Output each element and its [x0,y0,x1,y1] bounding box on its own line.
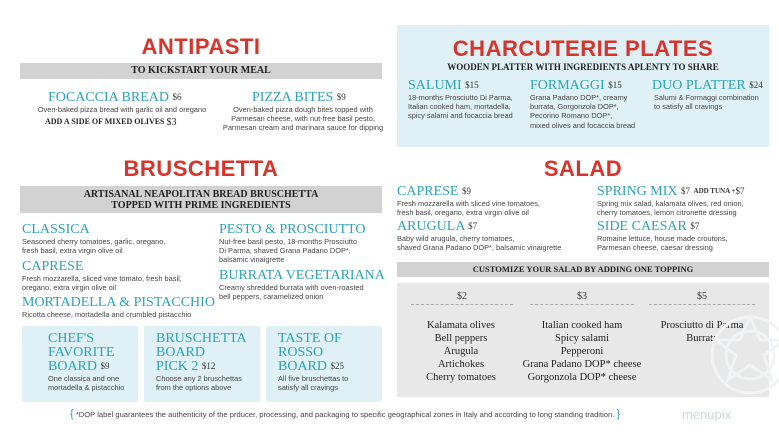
board-rosso-desc-2: satisfy all cravings [278,383,338,393]
toppings-price-3: $3 [577,291,587,302]
topping-item: Kalamata olives [427,320,495,331]
focaccia-desc: Oven-baked pizza bread with garlic oil and oregano [37,105,207,114]
spring-mix-desc-1: Spring mix salad, kalamata olives, red onion, [597,199,744,208]
topping-item: Burrata [686,333,718,344]
antipasti-bar: TO KICKSTART YOUR MEAL [20,63,382,79]
board-taste-of-rosso [266,326,382,402]
board-pick2-price: $12 [201,361,216,371]
footer-note [70,408,710,420]
salad-caprese-desc [397,199,587,217]
salad-caprese-title [397,184,471,199]
focaccia-price: $6 [172,92,182,102]
spring-mix-title [597,184,745,199]
side-caesar-price: $7 [690,221,700,231]
focaccia-name: FOCACCIA BREAD [48,90,169,105]
salumi-price: $15 [465,80,479,90]
pizza-bites-desc-2: Parmesan cheese, with nut-free basil pesto, [231,114,375,124]
salad-caprese-desc-2: fresh basil, oregano, extra virgin olive oil [397,208,529,218]
classica-desc-2: fresh basil, extra virgin olive oil [22,246,123,256]
side-olives [45,117,177,128]
bruschetta-bar-line-1: ARTISANAL NEAPOLITAN BREAD BRUSCHETTA [83,189,319,200]
arugula-desc-1: Baby wild arugula, cherry tomatoes, [397,234,515,243]
side-caesar-desc-1: Romaine lettuce, house made croutons, [597,234,728,243]
board-rosso-line-3-text: BOARD [278,359,328,374]
pesto-desc-1: Nut-free basil pesto, 18-months Prosciutto [219,237,358,246]
toppings-list-3 [512,319,652,384]
burrata-vegetariana-title: BURRATA VEGETARIANA [219,268,385,283]
topping-item: Prosciutto di Parma [660,320,744,331]
spring-mix-price: $7 [681,186,691,196]
spring-mix-addon: ADD TUNA + [693,187,736,195]
bruschetta-caprese-title: CAPRESE [22,259,84,274]
footer-text: *DOP label guarantees the authenticity of the prducer, processing, and packaging to specific geographical zones in Italy and according to long standing tradition. [75,410,615,419]
board-chefs-price: $9 [100,361,110,371]
classica-title: CLASSICA [22,222,90,237]
board-pick2-line-2: BOARD [156,345,206,360]
bruschetta-bar-line-2: TOPPED WITH PRIME INGREDIENTS [111,200,291,211]
pizza-bites-title [252,90,346,105]
pesto-prosciutto-title: PESTO & PROSCIUTTO [219,222,366,237]
board-pick2-line-3-text: PICK 2 [156,359,199,374]
board-pick2-desc-2: from the options above [156,383,232,393]
board-rosso-desc-1: All five bruschettas to [278,374,349,383]
side-caesar-name: SIDE CAESAR [597,219,687,234]
formaggi-desc-1: Grana Padano DOP*, creamy [530,93,628,102]
board-pick2-line-1: BRUSCHETTA [156,331,247,346]
salad-caprese-price: $9 [461,186,471,196]
board-chefs-line-1: CHEF'S [48,331,95,346]
board-chefs-line-2: FAVORITE [48,345,115,360]
toppings-list-2 [401,319,521,384]
bruschetta-caprese-desc-1: Fresh mozzarella, sliced vine tomato, fresh basil, [22,274,182,283]
salumi-desc [408,93,518,121]
board-pick2-desc-1: Choose any 2 bruschettas [156,374,242,383]
formaggi-name: FORMAGGI [530,78,605,93]
bruschetta-caprese-desc [22,274,217,292]
board-chefs-line-3-text: BOARD [48,359,98,374]
salumi-name: SALUMI [408,78,462,93]
pizza-bites-name: PIZZA BITES [252,90,334,105]
pizza-bites-price: $9 [336,92,346,102]
footer-brace-right: } [616,408,621,420]
salad-caprese-name: CAPRESE [397,184,459,199]
customize-bar: CUSTOMIZE YOUR SALAD BY ADDING ONE TOPPING [397,262,769,277]
topping-item: Spicy salami [555,333,609,344]
antipasti-title: ANTIPASTI [141,34,261,59]
board-chefs-favorite [22,326,138,402]
pizza-bites-desc-1: Oven-baked pizza dough bites topped with [233,105,373,114]
spring-mix-addon-price: $7 [735,186,745,196]
board-chefs-line-3 [48,359,110,374]
board-pick2-desc [156,374,256,392]
topping-item: Grana Padano DOP* cheese [522,359,642,370]
board-rosso-price: $25 [330,361,345,371]
formaggi-desc [530,93,645,130]
board-pick-2 [144,326,260,402]
topping-item: Italian cooked ham [541,320,623,331]
formaggi-price: $15 [608,80,622,90]
toppings-price-2: $2 [457,291,467,302]
pesto-desc-2: Di Parma, shaved Grana Padano DOP*, [219,246,351,256]
duo-platter-name: DUO PLATTER [652,78,746,93]
burrata-desc-2: bell peppers, caramelized onion [219,292,324,302]
watermark: menupix [682,407,732,422]
salumi-desc-1: 18-months Prosciutto Di Parma, [408,93,513,102]
salumi-title [408,78,479,93]
salad-title: SALAD [543,156,623,181]
pesto-prosciutto-desc [219,237,384,265]
pesto-desc-3: balsamic vinaigrette [219,255,285,265]
side-olives-price: $3 [166,117,177,128]
salumi-desc-2: Italian cooked ham, mortadella, [408,102,511,112]
mortadella-desc: Ricotta cheese, mortadella and crumbled pistacchio [22,310,192,319]
formaggi-title [530,78,622,93]
duo-platter-price: $24 [749,80,763,90]
bruschetta-caprese-desc-2: oregano, extra virgin olive oil [22,283,117,293]
salumi-desc-3: spicy salami and focaccia bread [408,111,513,121]
classica-desc [22,237,212,255]
toppings-divider-2 [530,304,634,305]
burrata-desc-1: Creamy shredded burrata with oven-roasted [219,283,364,292]
topping-item: Cherry tomatoes [426,372,496,383]
duo-platter-desc-1: Salumi & Formaggi combination [654,93,759,102]
formaggi-desc-4: mixed olives and focaccia bread [530,120,636,130]
board-chefs-desc [48,374,140,392]
board-chefs-desc-1: One classica and one [48,374,120,383]
board-pick2-line-3 [156,359,215,374]
pizza-bites-desc-3: Parmesan cream and marinara sauce for dipping [222,123,384,133]
ornament-icon [690,300,779,410]
duo-platter-desc-2: to satisfy all cravings [654,102,723,112]
side-olives-label: ADD A SIDE OF MIXED OLIVES [45,117,165,126]
focaccia-bread-title [48,90,181,105]
charcuterie-subtitle: WOODEN PLATTER WITH INGREDIENTS APLENTY TO SHARE [447,62,719,72]
formaggi-desc-2: burrata, Gorgonzola DOP*, [530,102,619,112]
burrata-vegetariana-desc [219,283,384,301]
board-rosso-line-3 [278,359,344,374]
arugula-name: ARUGULA [397,219,465,234]
board-rosso-desc [278,374,378,392]
topping-item: Pepperoni [560,346,604,357]
toppings-price-5: $5 [697,291,707,302]
toppings-divider-1 [411,304,513,305]
mortadella-title: MORTADELLA & PISTACCHIO [22,295,215,310]
bruschetta-bar [20,186,382,213]
duo-platter-desc [654,93,766,111]
salad-caprese-desc-1: Fresh mozzarella with sliced vine tomatoes, [397,199,540,208]
charcuterie-title: CHARCUTERIE PLATES [452,36,714,61]
side-caesar-desc-2: Parmesan cheese, caesar dressing [597,243,713,253]
formaggi-desc-3: Pecorino Romano DOP*, [530,111,613,121]
board-chefs-desc-2: mortadella & pistacchio [48,383,125,393]
spring-mix-desc [597,199,772,217]
topping-item: Bell peppers [434,333,488,344]
pizza-bites-desc [218,105,388,133]
arugula-price: $7 [468,221,478,231]
topping-item: Gorgonzola DOP* cheese [527,372,637,383]
arugula-desc [397,234,592,252]
board-rosso-line-2: ROSSO [278,345,324,360]
side-caesar-title [597,219,699,234]
footer-brace-left: { [70,408,74,420]
duo-platter-title [652,78,763,93]
arugula-desc-2: shaved Grana Padano DOP*, balsamic vinaigrette [397,243,562,253]
arugula-title [397,219,477,234]
classica-desc-1: Seasoned cherry tomatoes, garlic, oregano, [22,237,166,246]
topping-item: Arugula [443,346,479,357]
spring-mix-name: SPRING MIX [597,184,678,199]
spring-mix-desc-2: cherry tomatoes, lemon citronette dressing [597,208,737,218]
board-rosso-line-1: TASTE OF [278,331,342,346]
topping-item: Artichokes [437,359,485,370]
bruschetta-title: BRUSCHETTA [123,156,279,181]
side-caesar-desc [597,234,772,252]
